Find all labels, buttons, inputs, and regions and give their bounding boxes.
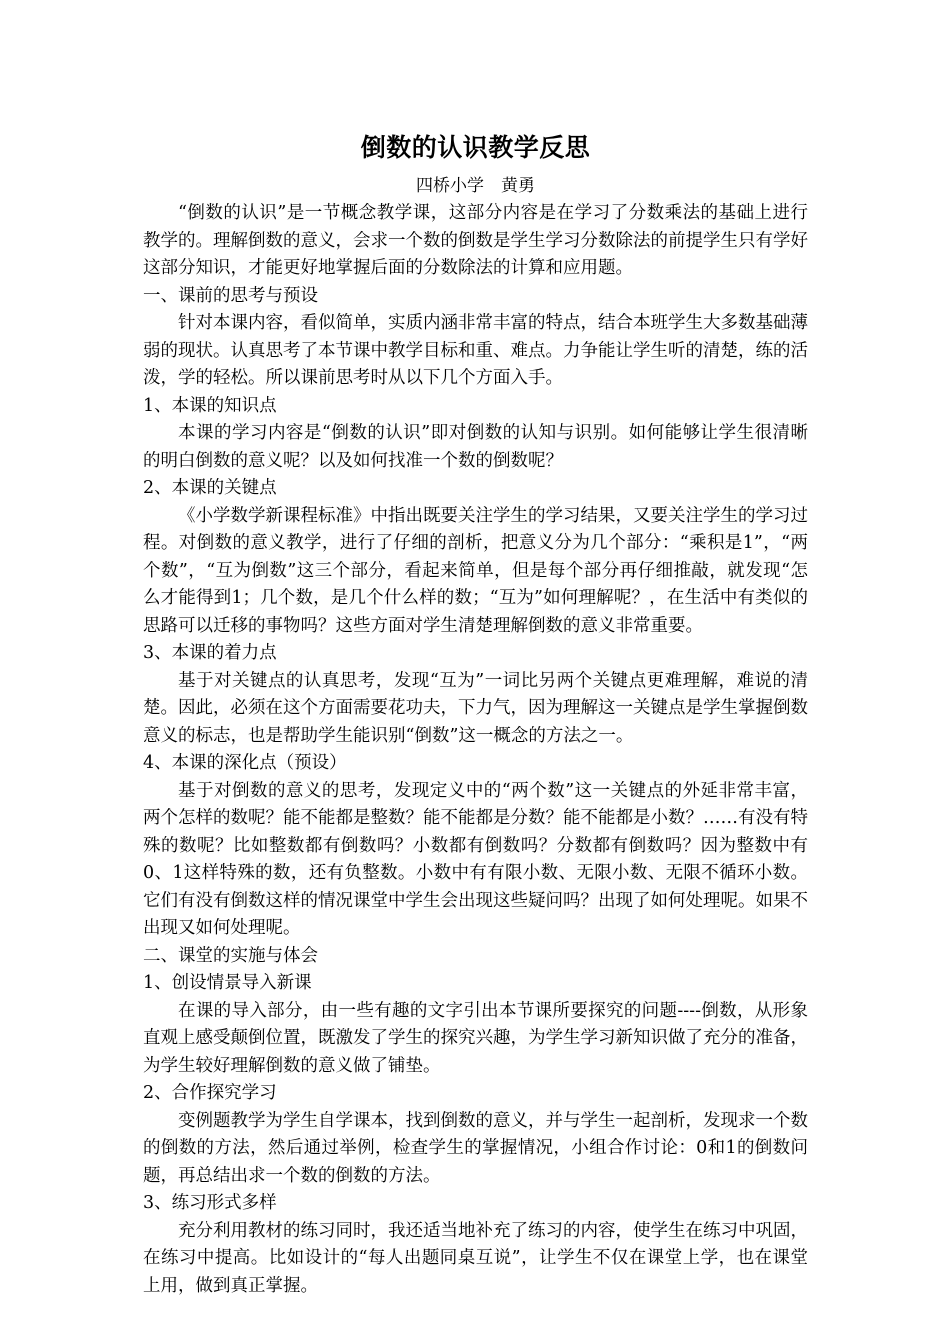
section-heading: 3、本课的着力点 — [143, 643, 277, 663]
body-paragraph: 针对本课内容，看似简单，实质内涵非常丰富的特点，结合本班学生大多数基础薄弱的现状。认真思考了本节课中教学目标和重、难点。力争能让学生听的清楚，练的活泼，学的轻松。所以课前思考时从以下几个方面入手。 — [143, 313, 808, 388]
section-heading: 一、课前的思考与预设 — [143, 285, 318, 306]
document-body — [143, 200, 808, 1300]
body-paragraph: 基于对倒数的意义的思考，发现定义中的“两个数”这一关键点的外延非常丰富，两个怎样的数呢？能不能都是整数？能不能都是分数？能不能都是小数？……有没有特殊的数呢？比如整数都有倒数吗？小数都有倒数吗？分数都有倒数吗？因为整数中有0、1这样特殊的数，还有负整数。小数中有有限小数、无限小数、无限不循环小数。它们有没有倒数这样的情况课堂中学生会出现这些疑问吗？出现了如何处理呢。如果不出现又如何处理呢。 — [143, 780, 808, 938]
body-paragraph: “倒数的认识”是一节概念教学课，这部分内容是在学习了分数乘法的基础上进行教学的。理解倒数的意义，会求一个数的倒数是学生学习分数除法的前提学生只有学好这部分知识，才能更好地掌握后面的分数除法的计算和应用题。 — [143, 203, 808, 278]
section-heading: 2、本课的关键点 — [143, 478, 277, 498]
document-title: 倒数的认识教学反思 — [360, 133, 591, 162]
body-paragraph: 基于对关键点的认真思考，发现“互为”一词比另两个关键点更难理解，难说的清楚。因此，必须在这个方面需要花功夫，下力气，因为理解这一关键点是学生掌握倒数意义的标志，也是帮助学生能识别“倒数”这一概念的方法之一。 — [143, 670, 808, 746]
section-heading: 1、创设情景导入新课 — [143, 973, 312, 993]
document-author: 四桥小学 黄勇 — [416, 176, 535, 196]
section-heading: 1、本课的知识点 — [143, 395, 277, 416]
body-paragraph: 充分利用教材的练习同时，我还适当地补充了练习的内容，使学生在练习中巩固，在练习中提高。比如设计的“每人出题同桌互说”，让学生不仅在课堂上学，也在课堂上用，做到真正掌握。 — [143, 1220, 808, 1296]
body-paragraph: 变例题教学为学生自学课本，找到倒数的意义，并与学生一起剖析，发现求一个数的倒数的方法，然后通过举例，检查学生的掌握情况，小组合作讨论：0和1的倒数问题，再总结出求一个数的倒数的方法。 — [143, 1110, 808, 1186]
document-page — [143, 128, 808, 1300]
body-paragraph: 《小学数学新课程标准》中指出既要关注学生的学习结果，又要关注学生的学习过程。对倒数的意义教学，进行了仔细的剖析，把意义分为几个部分：“乘积是1”，“两个数”，“互为倒数”这三个部分，看起来简单，但是每个部分再仔细推敲，就发现“怎么才能得到1；几个数，是几个什么样的数；“互为”如何理解呢？，在生活中有类似的思路可以迁移的事物吗？这些方面对学生清楚理解倒数的意义非常重要。 — [143, 505, 808, 636]
body-paragraph: 本课的学习内容是“倒数的认识”即对倒数的认知与识别。如何能够让学生很清晰的明白倒数的意义呢？以及如何找准一个数的倒数呢？ — [143, 423, 808, 471]
body-paragraph: 在课的导入部分，由一些有趣的文字引出本节课所要探究的问题----倒数，从形象直观上感受颠倒位置，既激发了学生的探究兴趣，为学生学习新知识做了充分的准备，为学生较好理解倒数的意义做了铺垫。 — [143, 1000, 808, 1076]
section-heading: 3、练习形式多样 — [143, 1193, 277, 1213]
section-heading: 二、课堂的实施与体会 — [143, 945, 318, 966]
section-heading: 2、合作探究学习 — [143, 1083, 277, 1103]
section-heading: 4、本课的深化点（预设） — [143, 753, 347, 773]
